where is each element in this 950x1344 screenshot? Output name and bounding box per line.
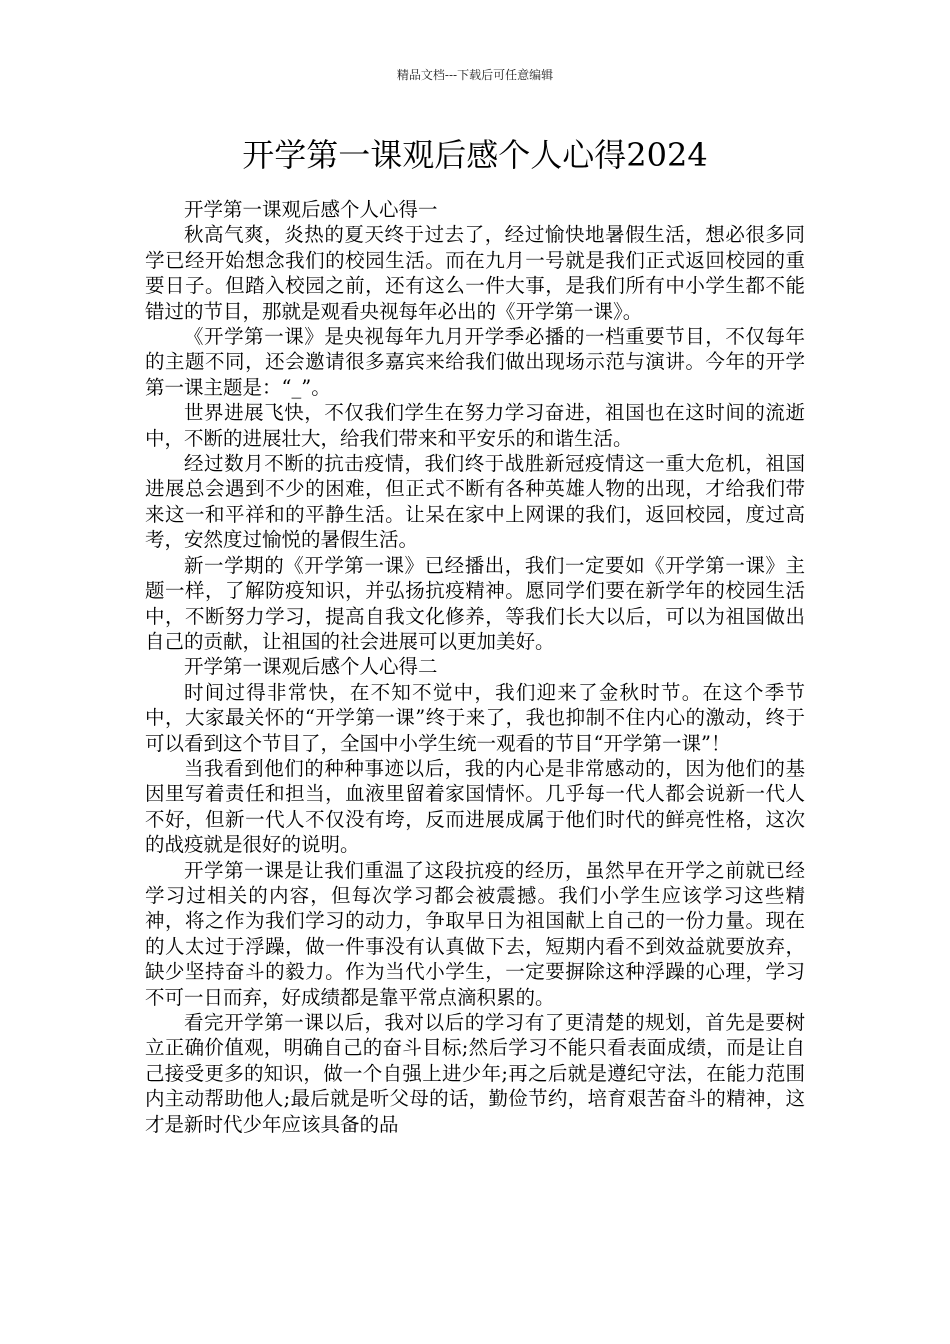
section-heading-1: 开学第一课观后感个人心得一 <box>184 198 438 221</box>
paragraph: 《开学第一课》是央视每年九月开学季必播的一档重要节目，不仅每年的主题不同，还会邀请很多嘉宾来给我们做出现场示范与演讲。今年的开学第一课主题是：“_”。 <box>145 325 805 399</box>
section-heading-2: 开学第一课观后感个人心得二 <box>184 655 438 679</box>
document-title: 开学第一课观后感个人心得2024 <box>242 136 708 174</box>
paragraph: 当我看到他们的种种事迹以后，我的内心是非常感动的，因为他们的基因里写着责任和担当，血液里留着家国情怀。几乎每一代人都会说新一代人不好，但新一代人不仅没有垮，反而进展成属于他们时代的鲜亮性格，这次的战疫就是很好的说明。 <box>145 756 805 857</box>
header-note: 精品文档---下载后可任意编辑 <box>396 68 554 82</box>
paragraph: 开学第一课是让我们重温了这段抗疫的经历，虽然早在开学之前就已经学习过相关的内容，但每次学习都会被震撼。我们小学生应该学习这些精神，将之作为我们学习的动力，争取早日为祖国献上自己的一份力量。现在的人太过于浮躁，做一件事没有认真做下去，短期内看不到效益就要放弃，缺少坚持奋斗的毅力。作为当代小学生，一定要摒除这种浮躁的心理，学习不可一日而弃，好成绩都是靠平常点滴积累的。 <box>145 858 805 1009</box>
paragraph: 秋高气爽，炎热的夏天终于过去了，经过愉快地暑假生活，想必很多同学已经开始想念我们的校园生活。而在九月一号就是我们正式返回校园的重要日子。但踏入校园之前，还有这么一件大事，是我们所有中小学生都不能错过的节目，那就是观看央视每年必出的《开学第一课》。 <box>145 223 805 323</box>
paragraph: 经过数月不断的抗击疫情，我们终于战胜新冠疫情这一重大危机，祖国进展总会遇到不少的困难，但正式不断有各种英雄人物的出现，才给我们带来这一和平祥和的平静生活。让呆在家中上网课的我们，返回校园，度过高考，安然度过愉悦的暑假生活。 <box>145 452 805 552</box>
paragraph: 看完开学第一课以后，我对以后的学习有了更清楚的规划，首先是要树立正确价值观，明确自己的奋斗目标;然后学习不能只看表面成绩，而是让自己接受更多的知识，做一个自强上进少年;再之后就是遵纪守法，在能力范围内主动帮助他人;最后就是听父母的话，勤俭节约，培育艰苦奋斗的精神，这才是新时代少年应该具备的品 <box>145 1011 805 1136</box>
document-body <box>145 197 805 1137</box>
paragraph: 时间过得非常快，在不知不觉中，我们迎来了金秋时节。在这个季节中，大家最关怀的“开学第一课”终于来了，我也抑制不住内心的激动，终于可以看到这个节目了，全国中小学生统一观看的节目“开学第一课”！ <box>145 680 805 755</box>
paragraph: 世界进展飞快，不仅我们学生在努力学习奋进，祖国也在这时间的流逝中，不断的进展壮大，给我们带来和平安乐的和谐生活。 <box>145 401 805 450</box>
paragraph: 新一学期的《开学第一课》已经播出，我们一定要如《开学第一课》主题一样，了解防疫知识，并弘扬抗疫精神。愿同学们要在新学年的校园生活中，不断努力学习，提高自我文化修养，等我们长大以后，可以为祖国做出自己的贡献，让祖国的社会进展可以更加美好。 <box>145 553 805 653</box>
